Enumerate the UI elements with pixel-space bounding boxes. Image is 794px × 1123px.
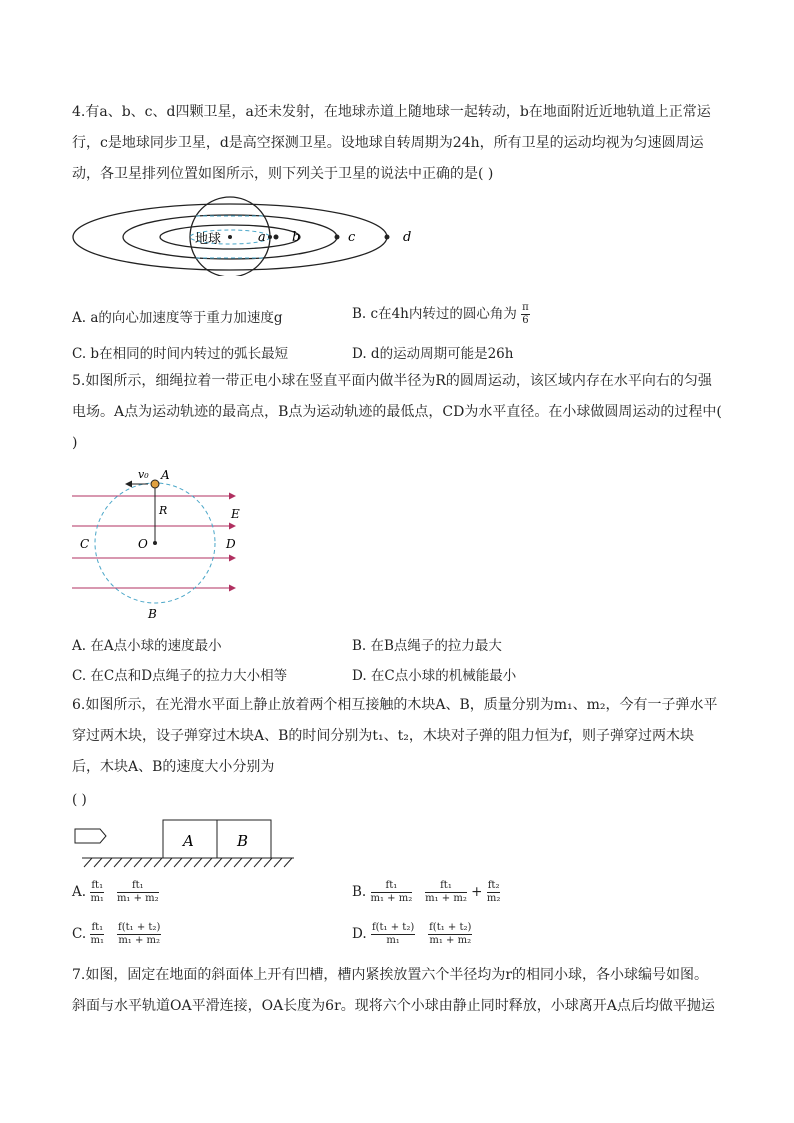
q6-stem: 6.如图所示，在光滑水平面上静止放着两个相互接触的木块A、B，质量分别为m₁、m₂，今有一子弹水平穿过两木块，设子弹穿过木块A、B的时间分别为t₁、t₂，木块对子弹的阻力恒为f，则子弹穿过两木块后，木块A、B的速度大小分别为	[72, 697, 718, 775]
q6-option-c[interactable]: C. $\frac{\text{ft₁}}{\text{m₁}}$ $\frac{\text{f(t₁ + t₂)}}{\text{m₁ + m₂}}$	[72, 922, 161, 946]
earth-label: 地球	[195, 232, 222, 247]
svg-text:A: A	[161, 468, 170, 482]
q4-option-d[interactable]: D. d的运动周期可能是26h	[352, 346, 514, 362]
q5-circle-figure	[70, 462, 250, 622]
svg-text:B: B	[237, 832, 249, 850]
q6-paren: ( )	[72, 792, 87, 808]
q7-stem: 7.如图，固定在地面的斜面体上开有凹槽，槽内紧挨放置六个半径均为r的相同小球，各小球编号如图。斜面与水平轨道OA平滑连接，OA长度为6r。现将六个小球由静止同时释放，小球离开A点后均做平抛运	[72, 967, 715, 1014]
q4-option-a[interactable]: A. a的向心加速度等于重力加速度g	[72, 310, 283, 326]
svg-text:R: R	[159, 504, 168, 517]
q6-option-a[interactable]: A. $\frac{\text{ft₁}}{\text{m₁}}$ $\frac{\text{ft₁}}{\text{m₁ + m₂}}$	[72, 880, 159, 904]
svg-text:c: c	[348, 230, 356, 245]
svg-text:a: a	[258, 230, 266, 245]
svg-text:B: B	[148, 607, 157, 621]
q5-option-d[interactable]: D. 在C点小球的机械能最小	[352, 668, 517, 684]
svg-text:O: O	[138, 537, 148, 551]
svg-text:E: E	[231, 507, 240, 521]
q5-option-b[interactable]: B. 在B点绳子的拉力最大	[352, 638, 502, 654]
q4-stem: 4.有a、b、c、d四颗卫星，a还未发射，在地球赤道上随地球一起转动，b在地面附近近地轨道上正常运行，c是地球同步卫星，d是高空探测卫星。设地球自转周期为24h，所有卫星的运动均视为匀速圆周运动，各卫星排列位置如图所示，则下列关于卫星的说法中正确的是( )	[72, 104, 711, 182]
q5-option-c[interactable]: C. 在C点和D点绳子的拉力大小相等	[72, 668, 288, 684]
svg-text:v₀: v₀	[138, 468, 149, 481]
q4-option-b[interactable]: B. c在4h内转过的圆心角为 $\frac{\pi}{6}$	[352, 302, 529, 326]
q4-orbit-figure	[70, 196, 430, 276]
svg-text:A: A	[183, 832, 194, 850]
q4-option-c[interactable]: C. b在相同的时间内转过的弧长最短	[72, 346, 289, 362]
q6-option-b[interactable]: B. $\frac{\text{ft₁}}{\text{m₁ + m₂}}$ $\frac{\text{ft₁}}{\text{m₁ + m₂}}$ + $\frac{\text{ft₂}}{\text{m₂}}$	[352, 880, 501, 904]
q5-stem: 5.如图所示，细绳拉着一带正电小球在竖直平面内做半径为R的圆周运动，该区域内存在水平向右的匀强电场。A点为运动轨迹的最高点，B点为运动轨迹的最低点，CD为水平直径。在小球做圆周运动的过程中( )	[72, 373, 722, 451]
svg-text:C: C	[80, 537, 90, 551]
svg-text:D: D	[226, 537, 236, 551]
svg-text:b: b	[292, 230, 301, 245]
q5-option-a[interactable]: A. 在A点小球的速度最小	[72, 638, 222, 654]
q6-option-d[interactable]: D. $\frac{\text{f(t₁ + t₂)}}{\text{m₁}}$ $\frac{\text{f(t₁ + t₂)}}{\text{m₁ + m₂}}$	[352, 922, 472, 946]
q6-blocks-figure	[70, 816, 310, 872]
svg-text:d: d	[403, 230, 412, 245]
